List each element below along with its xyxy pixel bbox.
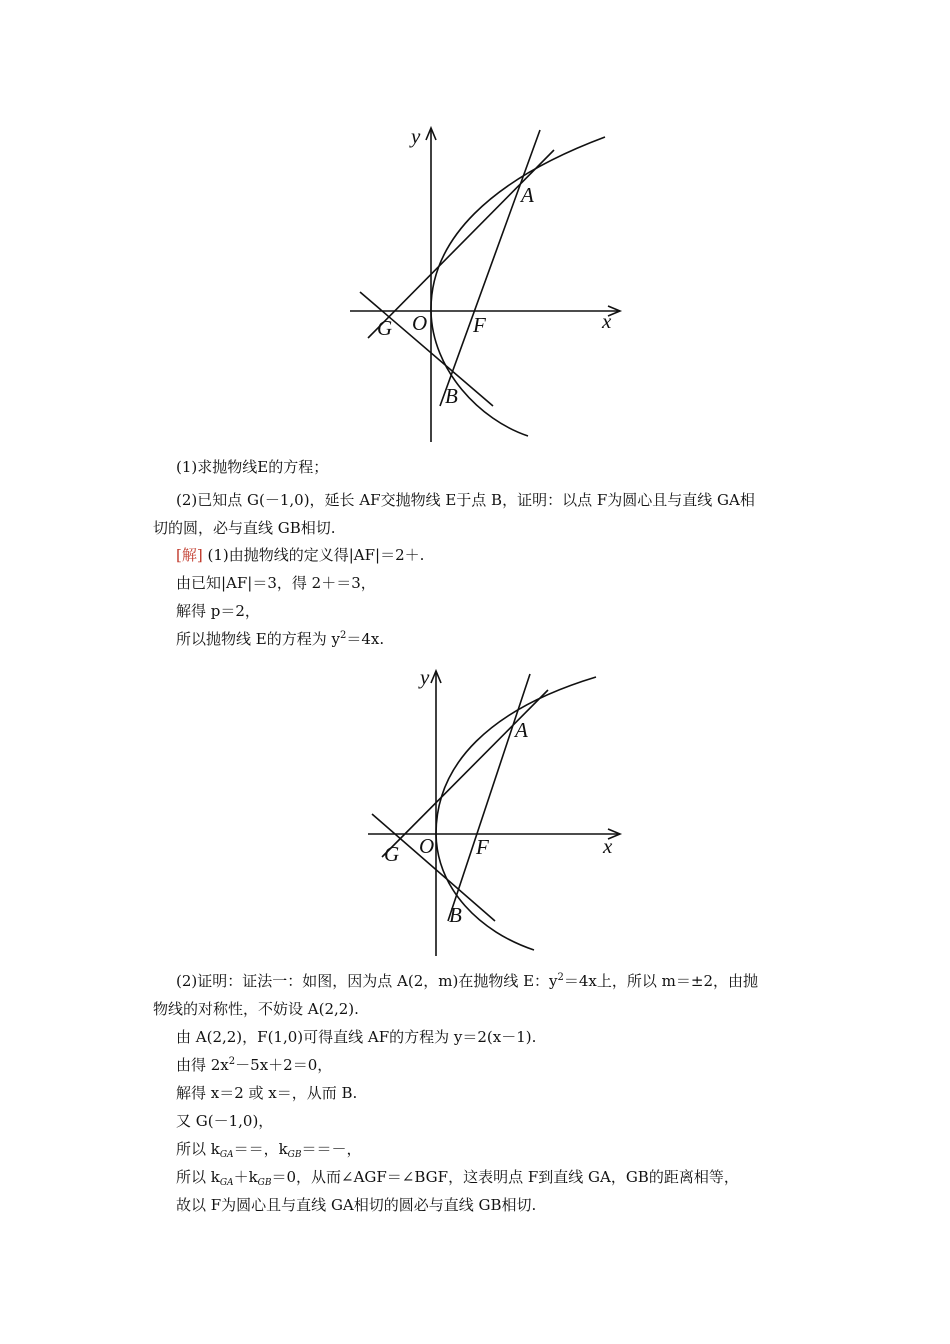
problem-part-1: (1)求抛物线E的方程；: [176, 458, 329, 476]
label-g: G: [377, 316, 393, 340]
line-af-2: [448, 674, 530, 921]
parabola-diagram-2: [360, 664, 630, 959]
proof-line-7: [176, 1136, 816, 1162]
parabola-diagram-1: [340, 120, 640, 450]
label-x-2: x: [603, 834, 613, 858]
label-o-2: O: [419, 834, 435, 858]
label-f-2: F: [476, 835, 489, 859]
tangent-line-ga-2: [382, 690, 548, 857]
label-a-2: A: [515, 718, 528, 742]
proof-line-1-sup: 2: [557, 972, 564, 983]
proof-line-1: [176, 968, 816, 994]
proof-line-1-pre: (2)证明：证法一：如图，因为点 A(2，m)在抛物线 E：y: [176, 972, 558, 990]
proof-line-7-sub-1: GA: [219, 1150, 234, 1160]
label-b-2: B: [449, 903, 462, 927]
proof-line-5: 解得 x＝2 或 x＝，从而 B.: [176, 1084, 358, 1102]
step-4-sup: 2: [339, 630, 347, 641]
solution-step-4: [176, 626, 816, 652]
proof-line-2: 物线的对称性，不妨设 A(2,2).: [153, 1000, 359, 1018]
proof-line-7-a: 所以 k: [176, 1140, 220, 1158]
proof-line-8-b: ＋k: [233, 1168, 258, 1186]
proof-line-8: [176, 1164, 816, 1190]
step-4-post: ＝4x.: [346, 630, 385, 648]
proof-line-4-pre: 由得 2x: [176, 1056, 229, 1074]
proof-line-4-post: －5x＋2＝0，: [235, 1056, 333, 1074]
proof-line-7-b: ＝＝，k: [233, 1140, 288, 1158]
label-f: F: [473, 313, 486, 337]
tangent-line-ga: [368, 150, 554, 338]
line-af: [440, 130, 540, 406]
proof-line-8-c: ＝0，从而∠AGF＝∠BGF，这表明点 F到直线 GA，GB的距离相等，: [271, 1168, 739, 1186]
tangent-line-gb-2: [372, 814, 495, 921]
problem-part-2-line-2: 切的圆，必与直线 GB相切.: [153, 519, 336, 537]
label-b: B: [445, 384, 458, 408]
proof-line-8-sub-1: GA: [219, 1178, 234, 1188]
solution-tag: [解]: [176, 546, 203, 564]
tangent-line-gb: [360, 292, 493, 406]
proof-line-8-sub-2: GB: [257, 1178, 272, 1188]
proof-line-4-sup: 2: [228, 1056, 236, 1067]
step-4-pre: 所以抛物线 E的方程为 y: [176, 630, 340, 648]
figure-1: [340, 120, 640, 450]
label-x: x: [602, 309, 612, 333]
problem-part-2-line-1: (2)已知点 G(－1,0)，延长 AF交抛物线 E于点 B，证明：以点 F为圆心且与直线 GA相: [176, 491, 755, 509]
proof-line-4: [176, 1052, 816, 1078]
proof-line-1-post: ＝4x上，所以 m＝±2，由抛: [563, 972, 758, 990]
solution-line-1: [176, 542, 816, 568]
proof-line-3: 由 A(2,2)，F(1,0)可得直线 AF的方程为 y＝2(x－1).: [176, 1028, 537, 1046]
label-y-2: y: [420, 665, 430, 689]
proof-line-7-c: ＝＝－，: [301, 1140, 362, 1158]
label-a: A: [521, 183, 534, 207]
proof-line-7-sub-2: GB: [287, 1150, 302, 1160]
proof-line-9: 故以 F为圆心且与直线 GA相切的圆必与直线 GB相切.: [176, 1196, 537, 1214]
label-y: y: [411, 124, 421, 148]
figure-2: [360, 664, 630, 959]
solution-step-1: (1)由抛物线的定义得|AF|＝2＋.: [207, 546, 425, 564]
label-g-2: G: [384, 842, 400, 866]
proof-line-8-a: 所以 k: [176, 1168, 220, 1186]
solution-step-3: 解得 p＝2，: [176, 602, 260, 620]
label-o: O: [412, 311, 428, 335]
proof-line-6: 又 G(－1,0)，: [176, 1112, 274, 1130]
solution-step-2: 由已知|AF|＝3，得 2＋＝3，: [176, 574, 376, 592]
